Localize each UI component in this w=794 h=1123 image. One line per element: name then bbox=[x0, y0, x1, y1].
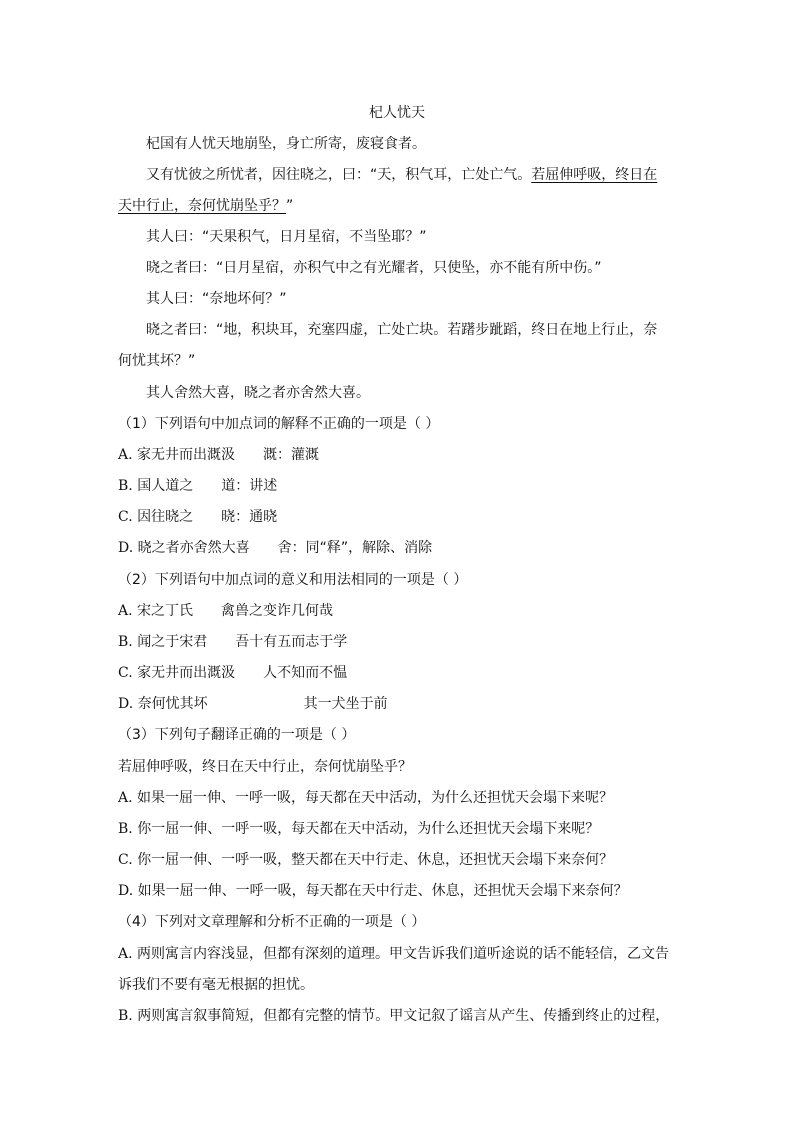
option-letter: D. bbox=[118, 696, 134, 712]
option-letter: B. bbox=[118, 634, 133, 650]
option-letter: C. bbox=[118, 665, 133, 681]
option-letter: D. bbox=[118, 883, 134, 899]
passage-paragraph-1: 杞国有人忧天地崩坠，身亡所寄，废寝食者。 bbox=[146, 136, 426, 152]
question-2-option-a bbox=[118, 601, 678, 621]
option-text: 家无井而出溉汲 bbox=[137, 447, 236, 463]
question-2-stem: （2）下列语句中加点词的意义和用法相同的一项是（ ） bbox=[118, 572, 468, 588]
option-note: 禽兽之变诈几何哉 bbox=[221, 603, 334, 619]
question-4-option-a-line-1 bbox=[118, 944, 678, 964]
option-note: 道：讲述 bbox=[221, 478, 278, 494]
underlined-sentence-part-1: 若屈伸呼吸，终日在 bbox=[531, 167, 658, 183]
question-3-stem: （3）下列句子翻译正确的一项是（ ） bbox=[118, 727, 356, 743]
option-note: 晓：通晓 bbox=[221, 509, 278, 525]
passage-paragraph-6-line-2: 何忧其坏？” bbox=[118, 353, 196, 369]
question-2-option-c bbox=[118, 663, 678, 683]
question-4-option-a-line-2: 诉我们不要有毫无根据的担忧。 bbox=[118, 977, 314, 993]
option-letter: B. bbox=[118, 1008, 133, 1024]
question-3-sentence: 若屈伸呼吸，终日在天中行止，奈何忧崩坠乎？ bbox=[118, 759, 412, 775]
option-note: 人不知而不愠 bbox=[263, 665, 348, 681]
option-letter: C. bbox=[118, 509, 133, 525]
option-note: 吾十有五而志于学 bbox=[235, 634, 348, 650]
question-2-option-b bbox=[118, 632, 678, 652]
option-letter: B. bbox=[118, 478, 133, 494]
question-1-option-b bbox=[118, 476, 678, 496]
option-text: 两则寓言内容浅显，但都有深刻的道理。甲文告诉我们道听途说的话不能轻信，乙文告 bbox=[137, 946, 670, 962]
question-1-option-a bbox=[118, 445, 678, 465]
question-4-stem: （4）下列对文章理解和分析不正确的一项是（ ） bbox=[118, 914, 426, 930]
option-letter: A. bbox=[118, 946, 133, 962]
option-text: 因往晓之 bbox=[137, 509, 194, 525]
option-text: 奈何忧其坏 bbox=[137, 696, 208, 712]
passage-paragraph-2-line-1 bbox=[146, 165, 706, 185]
option-text: 两则寓言叙事简短，但都有完整的情节。甲文记叙了谣言从产生、传播到终止的过程， bbox=[137, 1008, 670, 1024]
option-text: 家无井而出溉汲 bbox=[137, 665, 236, 681]
option-note: 其一犬坐于前 bbox=[303, 696, 388, 712]
question-3-option-c bbox=[118, 850, 678, 870]
option-text: 如果一屈一伸、一呼一吸，每天都在天中行走、休息，还担忧天会塌下来奈何？ bbox=[137, 883, 628, 899]
option-text: 闻之于宋君 bbox=[137, 634, 208, 650]
option-letter: A. bbox=[118, 790, 133, 806]
option-note: 舍：同“释”，解除、消除 bbox=[277, 540, 433, 556]
question-1-option-c bbox=[118, 507, 678, 527]
question-1-stem: （1）下列语句中加点词的解释不正确的一项是（ ） bbox=[118, 416, 440, 432]
question-3-option-d bbox=[118, 881, 678, 901]
option-text: 国人道之 bbox=[137, 478, 194, 494]
question-3-option-b bbox=[118, 819, 678, 839]
passage-paragraph-3: 其人曰：“天果积气，日月星宿，不当坠耶？” bbox=[146, 229, 427, 245]
passage-paragraph-4: 晓之者曰：“日月星宿，亦积气中之有光耀者，只使坠，亦不能有所中伤。” bbox=[146, 260, 602, 276]
option-letter: D. bbox=[118, 540, 134, 556]
option-letter: A. bbox=[118, 603, 133, 619]
closing-quote: ” bbox=[286, 198, 294, 214]
underlined-sentence-part-2: 天中行止，奈何忧崩坠乎？ bbox=[118, 198, 286, 214]
passage-paragraph-2-line-2 bbox=[118, 196, 678, 216]
option-text: 你一屈一伸、一呼一吸，每天都在天中活动，为什么还担忧天会塌下来呢？ bbox=[137, 821, 600, 837]
option-text: 宋之丁氏 bbox=[137, 603, 194, 619]
option-text: 你一屈一伸、一呼一吸，整天都在天中行走、休息，还担忧天会塌下来奈何？ bbox=[137, 852, 614, 868]
option-text: 如果一屈一伸、一呼一吸，每天都在天中活动，为什么还担忧天会塌下来呢？ bbox=[137, 790, 614, 806]
option-note: 溉：灌溉 bbox=[263, 447, 320, 463]
question-4-option-b bbox=[118, 1006, 678, 1026]
passage-title: 杞人忧天 bbox=[369, 105, 425, 121]
option-letter: C. bbox=[118, 852, 133, 868]
question-1-option-d bbox=[118, 538, 678, 558]
passage-paragraph-6-line-1: 晓之者曰：“地，积块耳，充塞四虚，亡处亡块。若躇步跐蹈，终日在地上行止，奈 bbox=[146, 322, 658, 338]
passage-paragraph-5: 其人曰：“奈地坏何？” bbox=[146, 291, 287, 307]
option-letter: A. bbox=[118, 447, 133, 463]
question-2-option-d bbox=[118, 694, 678, 714]
option-text: 晓之者亦舍然大喜 bbox=[137, 540, 250, 556]
passage-paragraph-7: 其人舍然大喜，晓之者亦舍然大喜。 bbox=[146, 385, 370, 401]
option-letter: B. bbox=[118, 821, 133, 837]
question-3-option-a bbox=[118, 788, 678, 808]
passage-paragraph-2-text: 又有忧彼之所忧者，因往晓之，曰：“天，积气耳，亡处亡气。 bbox=[146, 167, 532, 183]
